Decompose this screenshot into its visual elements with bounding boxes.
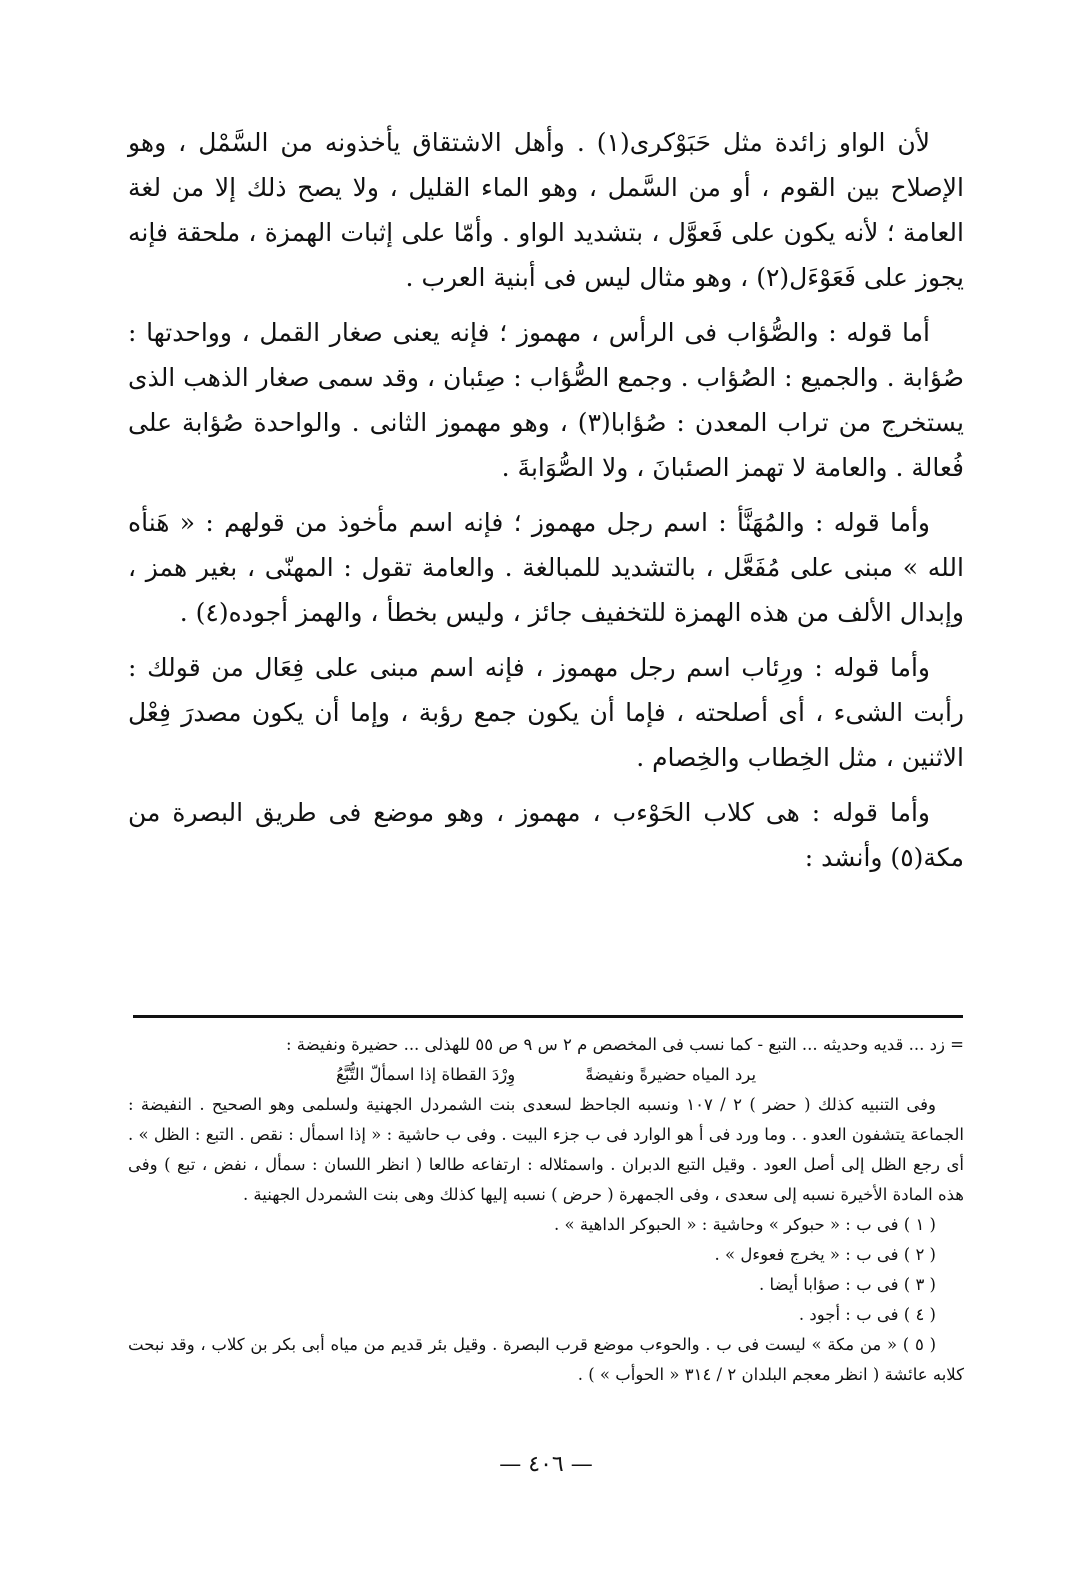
paragraph-5: وأما قوله : هى كلاب الحَوْءب ، مهموز ، وهو موضع فى طريق البصرة من مكة(٥) وأنشد :: [128, 798, 964, 872]
paragraph-2: أما قوله : والصُّؤاب فى الرأس ، مهموز ؛ فإنه يعنى صغار القمل ، وواحدتها : صُؤابة . والجميع : الصُؤاب . وجمع الصُّؤاب : صِئبان ، وقد سمى صغار الذهب الذى يستخرج من تراب المعدن : صُؤابا(٣) ، وهو مهموز الثانى . والواحدة صُؤابة على فُعالة . والعامة لا تهمز الصئبانَ ، ولا الصُّوَابةَ .: [128, 318, 964, 482]
paragraph-3: وأما قوله : والمُهَنَّأ : اسم رجل مهموز ؛ فإنه اسم مأخوذ من قولهم : « هَنأه الله » مبنى على مُفَعَّل ، بالتشديد للمبالغة . والعامة تقول : المهنّى ، بغير همز ، وإبدال الألف من هذه الهمزة للتخفيف جائز ، وليس بخطأ ، والهمز أجوده(٤) .: [128, 508, 964, 627]
page-number: — ٤٠٦ —: [499, 1452, 593, 1477]
footnote-1: ( ١ ) فى ب : « حبوكر » وحاشية : « الحبوكر الداهية » .: [554, 1215, 936, 1234]
paragraph-1: لأن الواو زائدة مثل حَبَوْكرى(١) . وأهل الاشتقاق يأخذونه من السَّمْل ، وهو الإصلاح بين القوم ، أو من السَّمل ، وهو الماء القليل ، ولا يصح ذلك إلا من لغة العامة ؛ لأنه يكون على فَعوَّل ، بتشديد الواو . وأمّا على إثبات الهمزة ، ملحقة فإنه يجوز على فَعَوْءَل(٢) ، وهو مثال ليس فى أبنية العرب .: [128, 128, 964, 292]
footnote-verse: [128, 1060, 964, 1090]
verse-second-hemistich: وِرْدَ القطاة إذا اسمألّ التُّبَّعُ: [335, 1065, 516, 1084]
footnote-5: ( ٥ ) « من مكة » ليست فى ب . والحوءب موضع قرب البصرة . وقيل بئر قديم من مياه أبى بكر بن كلاب ، وقد نبحت كلابه عائشة ( انظر معجم البلدان ٢ / ٣١٤ « الحوأب » ) .: [128, 1335, 964, 1384]
footnote-continuation: = زد ... قديه وحديثه ... التبع - كما نسب فى المخصص م ٢ س ٩ ص ٥٥ للهذلى ... حضيرة ونفيضة :: [286, 1035, 964, 1054]
footnote-2: ( ٢ ) فى ب : « يخرج فعوءل » .: [714, 1245, 936, 1264]
footnote-3: ( ٣ ) فى ب : صؤابا أيضا .: [759, 1275, 936, 1294]
footnote-commentary: وفى التنبيه كذلك ( حضر ) ٢ / ١٠٧ ونسبه الجاحظ لسعدى بنت الشمردل الجهنية ولسلمى وهو الصحيح . النفيضة : الجماعة يتشفون العدو . . وما ورد فى أ هو الوارد فى ب جزء البيت . وفى ب حاشية : « إذا اسمأل : نقص . التبع : الظل » . أى رجع الظل إلى أصل العود . وقيل التبع الدبران . واسمئلاله : ارتفاعه طالعا ( انظر اللسان : سمأل ، نفض ، تبع ) وفى هذه المادة الأخيرة نسبه إلى سعدى ، وفى الجمهرة ( حرض ) نسبه إليها كذلك وهى بنت الشمردل الجهنية .: [128, 1095, 964, 1204]
footnote-4: ( ٤ ) فى ب : أجود .: [798, 1305, 936, 1324]
main-text-block: [128, 120, 964, 880]
verse-first-hemistich: يرد المياه حضيرةً ونفيضةً: [585, 1065, 757, 1084]
paragraph-4: وأما قوله : ورِئاب اسم رجل مهموز ، فإنه اسم مبنى على فِعَال من قولك : رأبت الشىء ، أى أصلحته ، فإما أن يكون جمع رؤبة ، وإما أن يكون مصدرَ فِعْل الاثنين ، مثل الخِطاب والخِصام .: [128, 653, 964, 772]
footnotes-block: [128, 1030, 964, 1390]
footnote-divider: [133, 1015, 963, 1018]
